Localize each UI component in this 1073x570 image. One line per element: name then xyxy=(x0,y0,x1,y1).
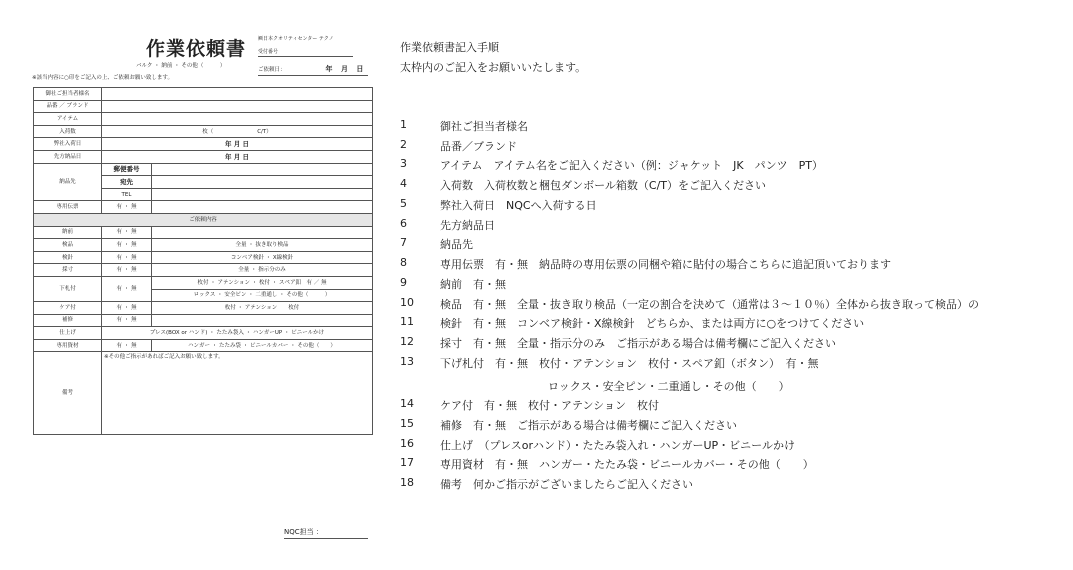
instruction-item xyxy=(400,197,597,213)
instruction-text: 先方納品日 xyxy=(440,219,495,232)
instruction-text: 弊社入荷日 NQCへ入荷する日 xyxy=(440,199,597,212)
row-sublabel: 郵便番号 xyxy=(102,163,152,176)
row-value: 全量 ・ 指示分のみ xyxy=(152,264,373,277)
reference-number-field: 受付番号 xyxy=(258,48,353,57)
request-date-ymd: 年 月 日 xyxy=(325,65,364,73)
yes-no: 有 ・ 無 xyxy=(102,226,152,239)
row-value xyxy=(152,188,373,201)
row-label: 入荷数 xyxy=(34,125,102,138)
request-date-label: ご依頼日： xyxy=(258,67,286,73)
row-label: ケア付 xyxy=(34,302,102,315)
instruction-text: 納品先 xyxy=(440,238,473,251)
instruction-item xyxy=(400,315,864,331)
instruction-number: 13 xyxy=(400,355,414,368)
request-date-field xyxy=(258,64,368,76)
instruction-text: 専用資材 有・無 ハンガー・たたみ袋・ビニールカバー・その他（ ） xyxy=(440,458,814,471)
instruction-number: 6 xyxy=(400,217,407,230)
instruction-text: 品番／ブランド xyxy=(440,140,517,153)
row-label: アイテム xyxy=(34,113,102,126)
row-value: 枚（ C/T） xyxy=(102,125,373,138)
row-value xyxy=(152,163,373,176)
table-row xyxy=(34,150,373,163)
instruction-number: 9 xyxy=(400,276,407,289)
table-row xyxy=(34,163,373,176)
instruction-number: 1 xyxy=(400,118,407,131)
instruction-text: 入荷数 入荷枚数と梱包ダンボール箱数（C/T）をご記入ください xyxy=(440,179,766,192)
instruction-number: 5 xyxy=(400,197,407,210)
row-value: コンベア検針 ・ X線検針 xyxy=(152,251,373,264)
section-header: ご依頼内容 xyxy=(34,213,373,226)
row-label: 御社ご担当者様名 xyxy=(34,88,102,101)
instructions-subheading: 太枠内のご記入をお願いいたします。 xyxy=(400,61,587,74)
row-value: ハンガー ・ たたみ袋 ・ ビニールカバー ・ その他（ ） xyxy=(152,339,373,352)
instruction-text: 補修 有・無 ご指示がある場合は備考欄にご記入ください xyxy=(440,419,737,432)
instruction-text: アイテム アイテム名をご記入ください（例：ジャケット JK パンツ PT） xyxy=(440,159,823,172)
yes-no: 有 ・ 無 xyxy=(102,239,152,252)
row-value xyxy=(102,113,373,126)
row-label: 専用資材 xyxy=(34,339,102,352)
table-row xyxy=(34,138,373,151)
table-row xyxy=(34,213,373,226)
instruction-text: 検品 有・無 全量・抜き取り検品（一定の割合を決めて（通常は３～１０％）全体から抜き取って検品）の xyxy=(440,298,979,311)
row-label: 納前 xyxy=(34,226,102,239)
instruction-number: 16 xyxy=(400,437,414,450)
instruction-item xyxy=(400,476,693,492)
instruction-item xyxy=(400,256,891,272)
instruction-item xyxy=(400,296,979,312)
instruction-item xyxy=(400,236,473,252)
instruction-item xyxy=(400,355,818,371)
yes-no: 有 ・ 無 xyxy=(102,302,152,315)
instruction-number: 14 xyxy=(400,397,414,410)
instruction-text: 専用伝票 有・無 納品時の専用伝票の同梱や箱に貼付の場合こちらに追記頂いております xyxy=(440,258,891,271)
table-row xyxy=(34,251,373,264)
row-label: 検針 xyxy=(34,251,102,264)
row-label: 納品先 xyxy=(34,163,102,201)
row-label: 下札付 xyxy=(34,276,102,301)
instruction-number: 12 xyxy=(400,335,414,348)
instruction-number: 18 xyxy=(400,476,414,489)
instructions-heading: 作業依頼書記入手順 xyxy=(400,41,499,54)
work-request-form xyxy=(28,30,373,540)
instruction-item xyxy=(400,456,814,472)
row-value xyxy=(152,176,373,189)
row-label: 検品 xyxy=(34,239,102,252)
row-value: 枚付 ・ アテンション ・ 枚付 ・ スペア釦 有 ／ 無 xyxy=(152,276,373,289)
instruction-item xyxy=(400,335,836,351)
instruction-text: 仕上げ （プレスorハンド）・たたみ袋入れ・ハンガーUP・ビニールかけ xyxy=(440,439,795,452)
row-label: 先方納品日 xyxy=(34,150,102,163)
instruction-item xyxy=(400,118,528,134)
table-row xyxy=(34,352,373,435)
nqc-staff-field: NQC担当 ： xyxy=(284,527,368,539)
instruction-item xyxy=(400,157,823,173)
table-row xyxy=(34,113,373,126)
table-row xyxy=(34,201,373,214)
form-note: ※該当内容に○印をご記入の上、ご依頼お願い致します。 xyxy=(32,75,173,81)
table-row xyxy=(34,88,373,101)
row-label: 補修 xyxy=(34,314,102,327)
company-name: ㈱日本クオリティセンター テクノ xyxy=(258,36,334,42)
yes-no: 有 ・ 無 xyxy=(102,314,152,327)
row-value xyxy=(102,100,373,113)
row-value xyxy=(152,314,373,327)
row-value: ロックス ・ 安全ピン ・ 二重通し ・ その他（ ） xyxy=(152,289,373,302)
table-row xyxy=(34,239,373,252)
instruction-number: 17 xyxy=(400,456,414,469)
table-row xyxy=(34,314,373,327)
table-row xyxy=(34,125,373,138)
instruction-text: 備考 何かご指示がございましたらご記入ください xyxy=(440,478,693,491)
instruction-number: 4 xyxy=(400,177,407,190)
instruction-item xyxy=(400,437,795,453)
instruction-text: 下げ札付 有・無 枚付・アテンション 枚付・スペア釦（ボタン） 有・無 xyxy=(440,357,819,370)
instruction-text: 御社ご担当者様名 xyxy=(440,120,528,133)
row-sublabel: TEL xyxy=(102,188,152,201)
instruction-text: ケア付 有・無 枚付・アテンション 枚付 xyxy=(440,399,659,412)
table-row xyxy=(34,264,373,277)
row-value: 全量 ・ 抜き取り検品 xyxy=(152,239,373,252)
row-value xyxy=(152,226,373,239)
row-value xyxy=(102,88,373,101)
item-13-continuation: ロックス・安全ピン・二重通し・その他（ ） xyxy=(548,380,790,393)
table-row xyxy=(34,302,373,315)
instruction-item xyxy=(400,177,766,193)
row-value: 年 月 日 xyxy=(102,138,373,151)
yes-no: 有 ・ 無 xyxy=(102,201,152,214)
form-title: 作業依頼書 xyxy=(146,38,247,60)
remarks-note: ※その他ご指示があればご記入お願い致します。 xyxy=(102,352,373,435)
instruction-number: 3 xyxy=(400,157,407,170)
instruction-text: 採寸 有・無 全量・指示分のみ ご指示がある場合は備考欄にご記入ください xyxy=(440,337,836,350)
instruction-number: 11 xyxy=(400,315,414,328)
yes-no: 有 ・ 無 xyxy=(102,264,152,277)
yes-no: 有 ・ 無 xyxy=(102,276,152,301)
instruction-number: 10 xyxy=(400,296,414,309)
table-row xyxy=(34,276,373,289)
row-value: プレス(BOX or ハンド) ・ たたみ袋入 ・ ハンガーUP ・ ビニールかけ xyxy=(102,327,373,340)
yes-no: 有 ・ 無 xyxy=(102,251,152,264)
row-label: 備考 xyxy=(34,352,102,435)
instruction-number: 2 xyxy=(400,138,407,151)
table-row xyxy=(34,327,373,340)
table-row xyxy=(34,100,373,113)
request-table xyxy=(33,87,373,435)
instruction-text: 検針 有・無 コンベア検針・X線検針 どちらか、または両方に○をつけてください xyxy=(440,317,865,330)
yes-no: 有 ・ 無 xyxy=(102,339,152,352)
instruction-item xyxy=(400,138,517,154)
instruction-number: 8 xyxy=(400,256,407,269)
row-value: 年 月 日 xyxy=(102,150,373,163)
instruction-item xyxy=(400,276,506,292)
row-label: 採寸 xyxy=(34,264,102,277)
instruction-text: 納前 有・無 xyxy=(440,278,506,291)
instruction-item xyxy=(400,217,495,233)
row-label: 仕上げ xyxy=(34,327,102,340)
row-value xyxy=(152,201,373,214)
instruction-item xyxy=(400,417,737,433)
table-row xyxy=(34,226,373,239)
instruction-item xyxy=(400,397,659,413)
row-label: 弊社入荷日 xyxy=(34,138,102,151)
form-subtitle: バルク ・ 納前 ・ その他（ ） xyxy=(136,63,226,69)
table-row xyxy=(34,339,373,352)
instruction-number: 15 xyxy=(400,417,414,430)
row-label: 品番 ／ ブランド xyxy=(34,100,102,113)
row-label: 専用伝票 xyxy=(34,201,102,214)
instruction-number: 7 xyxy=(400,236,407,249)
row-value: 枚付 ・ アテンション 枚付 xyxy=(152,302,373,315)
row-sublabel: 宛先 xyxy=(102,176,152,189)
